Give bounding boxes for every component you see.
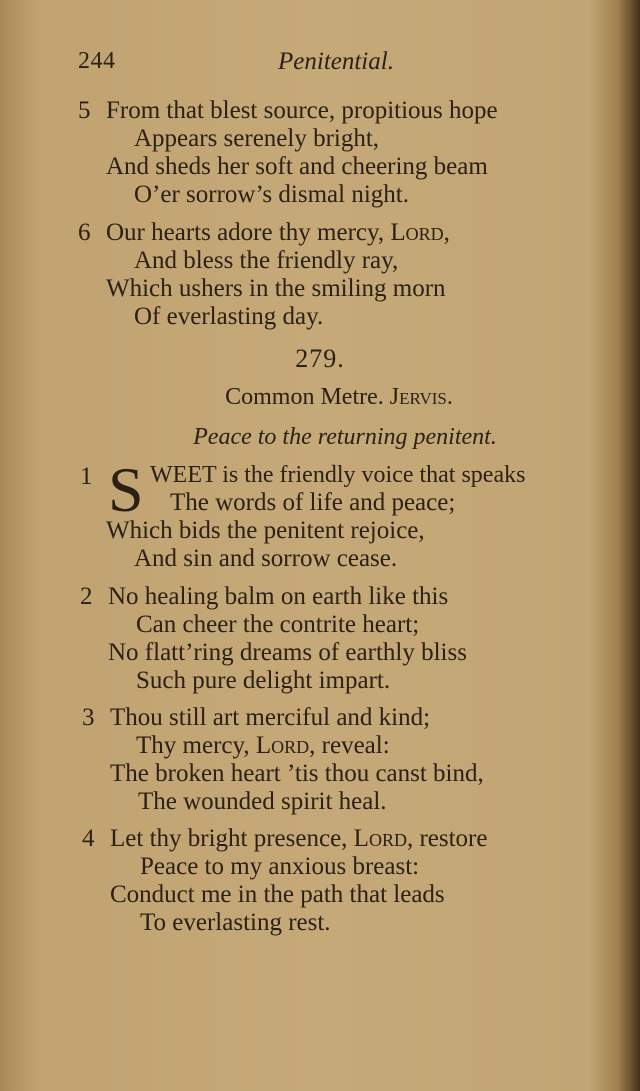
verse-number: 1	[80, 463, 93, 490]
meter-name: Common Metre.	[225, 384, 384, 410]
lord-word: Lord	[255, 732, 310, 759]
verse-line: The words of life and peace;	[170, 489, 456, 516]
drop-cap: S	[108, 454, 144, 525]
line-text: ,	[443, 219, 450, 246]
verse-number: 5	[78, 97, 91, 124]
verse-line: No healing balm on earth like this	[108, 583, 449, 610]
verse-line: Appears serenely bright,	[134, 125, 380, 152]
verse-line: Peace to my anxious breast:	[140, 853, 420, 880]
hymn-number: 279.	[295, 344, 345, 373]
verse-line: Conduct me in the path that leads	[110, 881, 445, 908]
verse-line: From that blest source, propitious hope	[106, 97, 498, 124]
hymn-subtitle: Peace to the returning penitent.	[193, 424, 497, 450]
line-text: , reveal:	[309, 732, 390, 759]
verse-line: To everlasting rest.	[140, 909, 331, 936]
verse-line	[110, 824, 487, 854]
verse-line: Can cheer the contrite heart;	[136, 611, 420, 638]
verse-line: Of everlasting day.	[134, 303, 324, 330]
line-text: Let thy bright presence,	[110, 825, 354, 852]
line-text: , restore	[406, 825, 488, 852]
page-number: 244	[78, 48, 116, 74]
verse-line: O’er sorrow’s dismal night.	[134, 181, 409, 208]
page-edge-shadow	[618, 0, 640, 1091]
line-text: Thy mercy,	[136, 732, 256, 759]
verse-number: 4	[82, 825, 95, 852]
verse-line: And sheds her soft and cheering beam	[106, 153, 488, 180]
verse-line	[106, 218, 450, 248]
verse-line: Which ushers in the smiling morn	[106, 275, 446, 302]
lord-word: Lord	[353, 825, 407, 852]
verse-line: WEET is the friendly voice that speaks	[150, 462, 526, 488]
verse-line: And sin and sorrow cease.	[134, 545, 398, 572]
verse-line: And bless the friendly ray,	[134, 247, 399, 274]
line-text: Our hearts adore thy mercy,	[106, 219, 391, 246]
hymn-meter-line	[0, 384, 640, 411]
verse-line: Thou still art merciful and kind;	[110, 704, 431, 731]
page-header	[78, 48, 538, 80]
verse-line: Which bids the penitent rejoice,	[106, 517, 425, 544]
verse-number: 6	[78, 219, 91, 246]
lord-word: Lord	[390, 219, 444, 246]
verse-line: The broken heart ’tis thou canst bind,	[110, 760, 484, 787]
verse-line: No flatt’ring dreams of earthly bliss	[108, 639, 467, 666]
verse-number: 2	[80, 583, 93, 610]
running-title: Penitential.	[278, 48, 394, 75]
verse-line	[136, 731, 390, 761]
tune-composer: Jervis.	[389, 384, 453, 410]
verse-line: The wounded spirit heal.	[138, 788, 387, 815]
verse-line: Such pure delight impart.	[136, 667, 391, 694]
verse-number: 3	[82, 704, 95, 731]
